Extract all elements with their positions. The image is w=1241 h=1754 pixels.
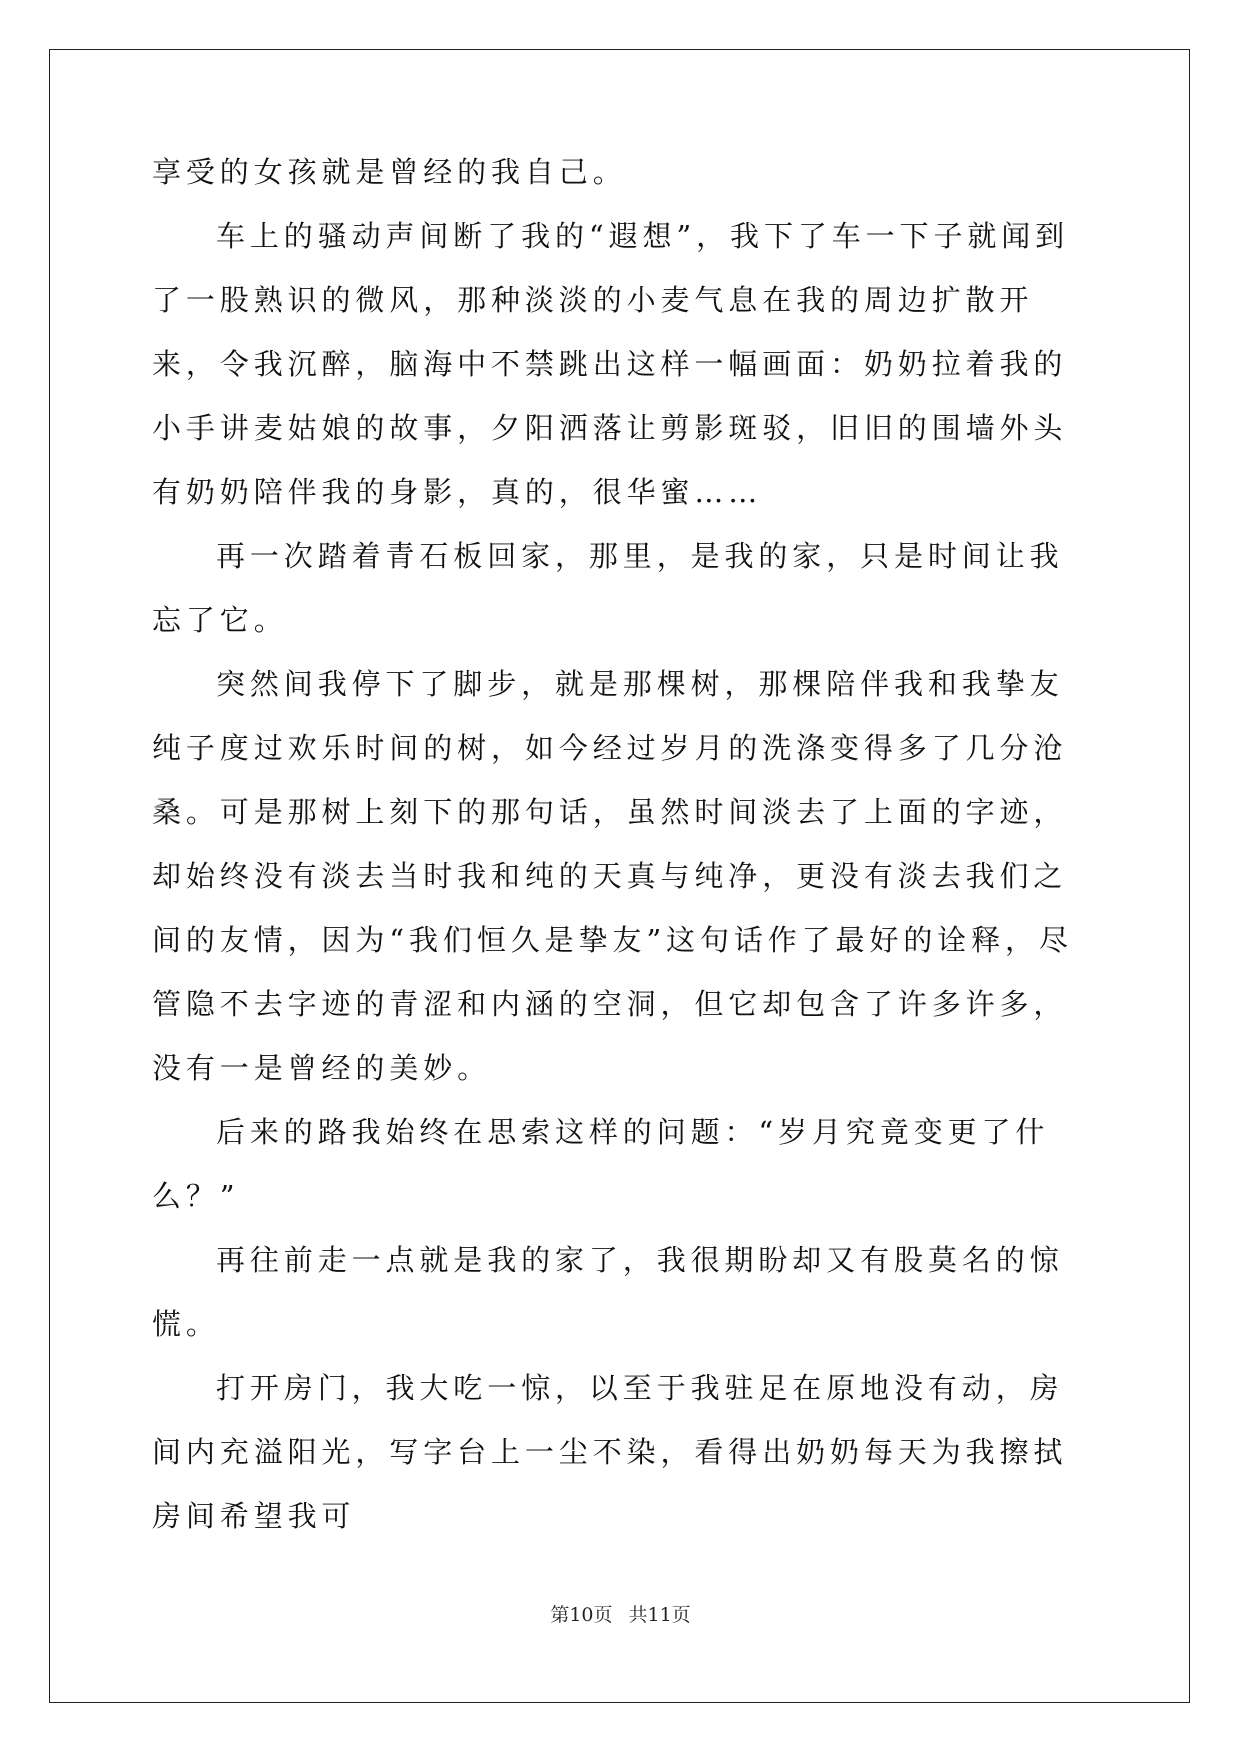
paragraph: 突然间我停下了脚步，就是那棵树，那棵陪伴我和我挚友纯子度过欢乐时间的树，如今经过岁月的洗涤变得多了几分沧桑。可是那树上刻下的那句话，虽然时间淡去了上面的字迹，却始终没有淡去当时我和纯的天真与纯净，更没有淡去我们之间的友情，因为“我们恒久是挚友”这句话作了最好的诠释，尽管隐不去字迹的青涩和内涵的空洞，但它却包含了许多许多，没有一是曾经的美妙。 [152,667,1073,1085]
paragraph: 再往前走一点就是我的家了，我很期盼却又有股莫名的惊慌。 [152,1243,1064,1341]
page-number: 第10页 [550,1604,613,1626]
paragraph-continuation: 享受的女孩就是曾经的我自己。 [152,155,627,189]
page-footer [0,1600,1241,1627]
paragraph: 后来的路我始终在思索这样的问题：“岁月究竟变更了什么？” [152,1115,1050,1213]
document-body [152,140,1092,1548]
paragraph: 再一次踏着青石板回家，那里，是我的家，只是时间让我忘了它。 [152,539,1064,637]
page-total: 共11页 [628,1604,691,1626]
paragraph: 打开房门，我大吃一惊，以至于我驻足在原地没有动，房间内充溢阳光，写字台上一尘不染，看得出奶奶每天为我擦拭房间希望我可 [152,1371,1068,1533]
paragraph: 车上的骚动声间断了我的“遐想”，我下了车一下子就闻到了一股熟识的微风，那种淡淡的小麦气息在我的周边扩散开来，令我沉醉，脑海中不禁跳出这样一幅画面：奶奶拉着我的小手讲麦姑娘的故事，夕阳洒落让剪影斑驳，旧旧的围墙外头有奶奶陪伴我的身影，真的，很华蜜…… [152,219,1070,509]
